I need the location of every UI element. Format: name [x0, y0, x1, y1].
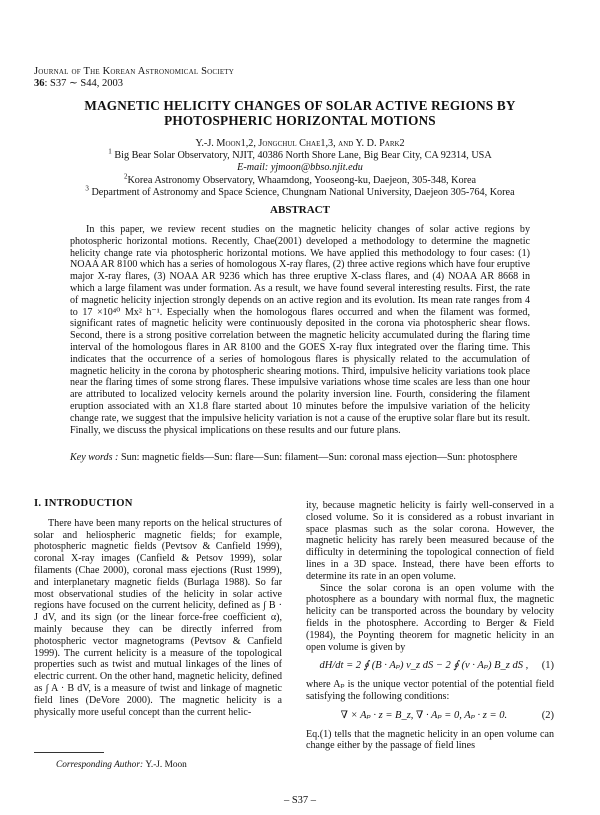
footnote-name: Y.-J. Moon — [145, 760, 187, 770]
keywords-text: Sun: magnetic fields—Sun: flare—Sun: filament—Sun: coronal mass ejection—Sun: photosphere — [120, 452, 518, 463]
right-column — [306, 500, 554, 752]
journal-volume: 36 — [34, 78, 45, 89]
equation-2 — [306, 710, 554, 722]
affiliation-3: $^3$ Department of Astronomy and Space Science, Chungnam National University, Daejeon 305-764, Korea — [85, 184, 515, 198]
section-heading: I. INTRODUCTION — [34, 498, 133, 509]
equation-1-body: dH/dt = 2 ∮ (B · Aₚ) v_z dS − 2 ∮ (v · Aₚ) B_z dS , — [319, 660, 529, 672]
intro-paragraph-left: There have been many reports on the helical structures of solar and heliospheric magnetic fields; for example, photospheric magnetic fields (Pevtsov & Canfield 1999), coronal X-ray images (Canfield & Petsov 1999), solar filaments (Chae 2000), coronal mass ejections (Rust 1999), and interplanetary magnetic fields (Burlaga 1988). So far most observational studies of the helicity in solar active regions have focused on the current helicity, defined as ∫ B · J dV, and its sign (or the linear force-free coefficient α), mainly because they can be directly inferred from photospheric vector magnetograms (Pevtsov & Canfield 1999). The current helicity is a measure of the topological properties such as twist and mutual linkages of the lines of electric current. On the other hand, magnetic helicity, defined as ∫ A · B dV, is a measure of twist and linkage of magnetic field lines (DeVore 2000). The magnetic helicity is a physically more useful concept than the current helic- — [34, 517, 282, 718]
journal-name: Journal of The Korean Astronomical Society — [34, 66, 235, 77]
intro-paragraph-right-2: Since the solar corona is an open volume with the photosphere as a boundary with normal flux, the magnetic helicity can be transported across the boundary by velocity fields in the photosphere. According to Berger & Field (1984), the Poynting theorem for magnetic helicity in an open volume is given by — [306, 582, 554, 653]
affiliation-1: $^1$ Big Bear Solar Observatory, NJIT, 40386 North Shore Lane, Big Bear City, CA 92314, USA — [108, 147, 492, 162]
footnote — [56, 760, 187, 770]
equation-1 — [306, 660, 554, 672]
equation-2-number: (2) — [541, 709, 554, 721]
footnote-label: Corresponding Author: — [56, 760, 144, 770]
keywords — [70, 452, 530, 464]
keywords-label: Key words : — [70, 452, 119, 463]
intro-paragraph-right-4: Eq.(1) tells that the magnetic helicity in an open volume can change either by the passage of field lines — [306, 728, 554, 752]
intro-paragraph-right-3: where Aₚ is the unique vector potential of the potential field satisfying the following conditions: — [306, 679, 554, 702]
journal-volume-line — [34, 78, 234, 90]
author-email: E-mail: yjmoon@bbso.njit.edu — [237, 162, 363, 174]
author-block — [20, 138, 580, 199]
title-line-2: PHOTOSPHERIC HORIZONTAL MOTIONS — [164, 113, 436, 128]
journal-pages: : S37 ∼ S44, 2003 — [44, 78, 124, 89]
footnote-rule — [34, 752, 104, 753]
author-names: Y.-J. Moon1,2, Jongchul Chae1,3, and Y. D. Park2 — [195, 138, 405, 149]
affiliation-2: $^2$Korea Astronomy Observatory, Whaamdong, Yooseong-ku, Daejeon, 305-348, Korea — [123, 172, 477, 186]
title-line-1: MAGNETIC HELICITY CHANGES OF SOLAR ACTIVE REGIONS BY — [84, 98, 516, 113]
equation-1-number: (1) — [541, 660, 554, 672]
intro-paragraph-right-1: ity, because magnetic helicity is fairly well-conserved in a closed volume. So it is considered as a robust invariant in space plasmas such as the solar corona. However, the magnetic helicity has rarely been measured because of the difficulty in determining the topological connection of field lines in a 3D space. Instead, there have been efforts to determine its rate in an open volume. — [306, 500, 554, 582]
abstract-text: In this paper, we review recent studies on the magnetic helicity changes of solar active regions by photospheric horizontal motions. Recently, Chae(2001) developed a methodology to determine the magnetic helicity change rate via photospheric horizontal motions. We have applied this methodology to four cases: (1) NOAA AR 8100 which has a series of homologous X-ray flares, (2) three active regions which have four eruptive major X-ray flares, (3) NOAA AR 9236 which has three eruptive X-class flares, and (4) NOAA AR 8668 in which a large filament was under formation. As a result, we have found several interesting results. First, the rate of magnetic helicity injection strongly depends on an active region and its evolution. Its mean rate ranges from 4 to 17 ×10⁴⁰ Mx² h⁻¹. Especially when the homologous flares occurred and when the filament was formed, significant rates of magnetic helicity were continuously deposited in the corona via photospheric shear flows. Second, there is a strong positive correlation between the magnetic helicity accumulated during the flaring time interval of the homologous flares in AR 8100 and the GOES X-ray flux integrated over the flaring time. This indicates that the occurrence of a series of homologous flares is physically related to the accumulation of magnetic helicity in the corona by photospheric shearing motions. Third, impulsive helicity variations took place near the flaring times of some strong flares. These impulsive variations whose time scales are less than one hour are attributed to localized velocity kernels around the polarity inversion line. Fourth, considering the filament eruption associated with an X1.8 flare started about 10 minutes before the impulsive variation of the helicity change rate, we suggest that the impulsive helicity variation is not a cause of the eruptive solar flare but its result. Finally, we discuss the physical implications on these results and our future plans. — [70, 224, 530, 436]
paper-title — [40, 98, 560, 128]
equation-2-body: ∇ × Aₚ · z = B_z, ∇ · Aₚ = 0, Aₚ · z = 0. — [340, 709, 508, 721]
left-column — [34, 498, 282, 718]
page-number: – S37 – — [283, 795, 317, 806]
journal-header — [34, 66, 234, 90]
abstract-heading: ABSTRACT — [270, 204, 330, 216]
